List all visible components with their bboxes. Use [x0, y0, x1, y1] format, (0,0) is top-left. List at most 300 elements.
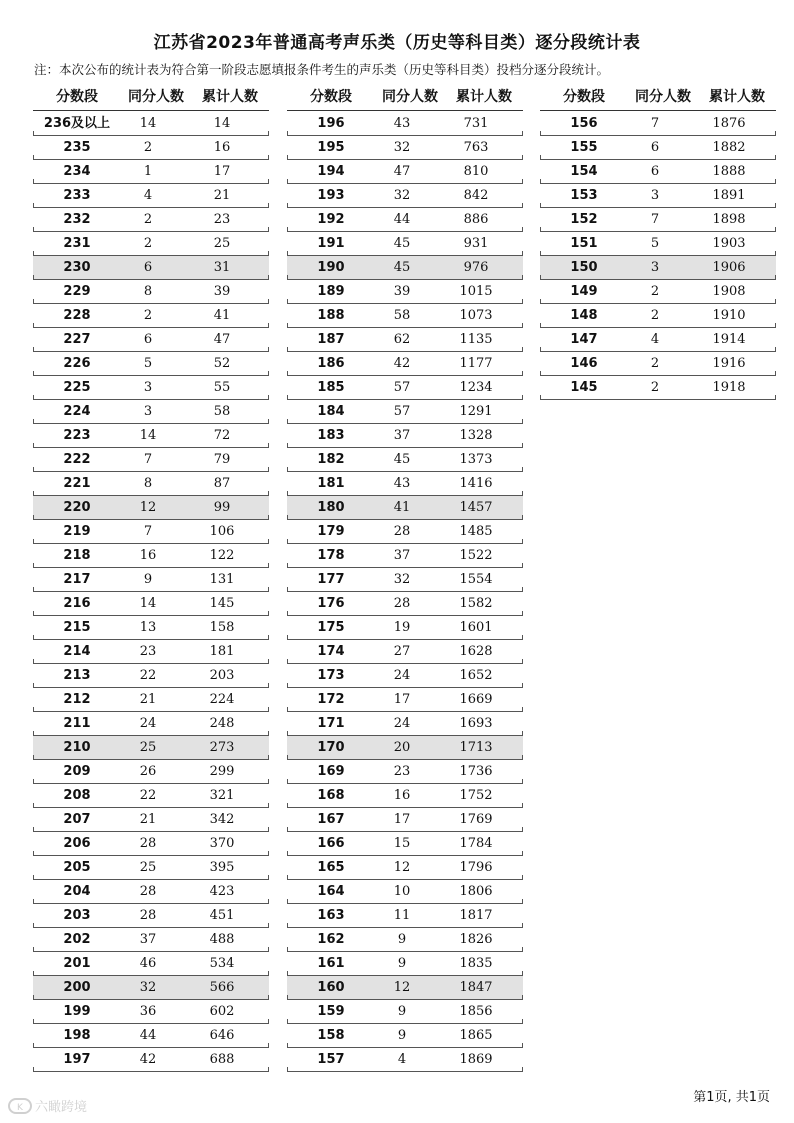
table-row: [33, 424, 269, 448]
cumulative-cell: 1554: [459, 572, 493, 587]
cumulative-cell: 1916: [712, 356, 746, 371]
same-count-cell: 22: [139, 668, 157, 683]
table-row: [287, 520, 523, 544]
table-row: [287, 616, 523, 640]
same-count-cell: 16: [139, 548, 157, 563]
score-cell: 147: [570, 332, 598, 347]
score-cell: 212: [63, 692, 91, 707]
same-count-cell: 2: [650, 380, 660, 395]
score-cell: 177: [317, 572, 345, 587]
header-score: 分数段: [310, 89, 352, 105]
same-count-cell: 6: [650, 164, 660, 179]
same-count-cell: 42: [139, 1052, 157, 1067]
cumulative-cell: 1856: [459, 1004, 493, 1019]
cumulative-cell: 1416: [459, 476, 493, 491]
same-count-cell: 44: [139, 1028, 157, 1043]
score-cell: 219: [63, 524, 91, 539]
score-cell: 165: [317, 860, 345, 875]
score-cell: 171: [317, 716, 345, 731]
cumulative-cell: 842: [463, 188, 489, 203]
same-count-cell: 28: [393, 596, 411, 611]
table-row: [33, 784, 269, 808]
table-row: [287, 1024, 523, 1048]
table-row: [287, 496, 523, 520]
cumulative-cell: 1806: [459, 884, 493, 899]
cumulative-cell: 299: [209, 764, 235, 779]
cumulative-cell: 1015: [459, 284, 493, 299]
cumulative-cell: 158: [209, 620, 235, 635]
score-cell: 204: [63, 884, 91, 899]
score-cell: 191: [317, 236, 345, 251]
cumulative-cell: 886: [463, 212, 489, 227]
table-row: [33, 448, 269, 472]
score-cell: 180: [317, 500, 345, 515]
score-cell: 197: [63, 1052, 91, 1067]
page-title: 江苏省2023年普通高考声乐类（历史等科目类）逐分段统计表: [153, 33, 641, 53]
table-row: [33, 496, 269, 520]
score-cell: 201: [63, 956, 91, 971]
cumulative-cell: 1908: [712, 284, 746, 299]
score-cell: 190: [317, 260, 345, 275]
same-count-cell: 43: [393, 476, 411, 491]
table-row: [287, 568, 523, 592]
cumulative-cell: 1847: [459, 980, 493, 995]
score-cell: 152: [570, 212, 598, 227]
score-cell: 166: [317, 836, 345, 851]
table-row: [287, 832, 523, 856]
score-cell: 161: [317, 956, 345, 971]
score-cell: 156: [570, 116, 598, 131]
cumulative-cell: 931: [463, 236, 489, 251]
score-cell: 168: [317, 788, 345, 803]
cumulative-cell: 646: [209, 1028, 235, 1043]
table-row: [287, 472, 523, 496]
cumulative-cell: 31: [213, 260, 231, 275]
cumulative-cell: 976: [463, 260, 489, 275]
table-row: [33, 904, 269, 928]
table-row: [33, 1048, 269, 1072]
same-count-cell: 32: [393, 572, 411, 587]
table-row: [33, 136, 269, 160]
score-cell: 210: [63, 740, 91, 755]
table-row: [33, 352, 269, 376]
score-cell: 153: [570, 188, 598, 203]
score-cell: 185: [317, 380, 345, 395]
score-cell: 181: [317, 476, 345, 491]
score-cell: 173: [317, 668, 345, 683]
cumulative-cell: 1826: [459, 932, 493, 947]
same-count-cell: 42: [393, 356, 411, 371]
same-count-cell: 4: [650, 332, 660, 347]
score-cell: 228: [63, 308, 91, 323]
table-row: [33, 712, 269, 736]
table-row: [33, 952, 269, 976]
same-count-cell: 46: [139, 956, 157, 971]
table-row: [540, 184, 776, 208]
score-cell: 227: [63, 332, 91, 347]
same-count-cell: 9: [397, 1028, 407, 1043]
same-count-cell: 24: [393, 716, 411, 731]
score-cell: 157: [317, 1052, 345, 1067]
same-count-cell: 19: [393, 620, 411, 635]
same-count-cell: 44: [393, 212, 411, 227]
score-cell: 149: [570, 284, 598, 299]
score-cell: 215: [63, 620, 91, 635]
score-cell: 208: [63, 788, 91, 803]
same-count-cell: 2: [143, 236, 153, 251]
table-row: [287, 376, 523, 400]
same-count-cell: 12: [139, 500, 157, 515]
same-count-cell: 57: [393, 380, 411, 395]
cumulative-cell: 1693: [459, 716, 493, 731]
same-count-cell: 28: [393, 524, 411, 539]
header-cumulative: 累计人数: [709, 89, 765, 105]
score-cell: 221: [63, 476, 91, 491]
table-row: [287, 976, 523, 1000]
score-cell: 213: [63, 668, 91, 683]
table-row: [33, 640, 269, 664]
cumulative-cell: 224: [209, 692, 235, 707]
table-row: [33, 304, 269, 328]
cumulative-cell: 534: [209, 956, 235, 971]
score-cell: 170: [317, 740, 345, 755]
cumulative-cell: 1769: [459, 812, 493, 827]
table-row: [33, 520, 269, 544]
cumulative-cell: 1135: [459, 332, 493, 347]
cumulative-cell: 1628: [459, 644, 493, 659]
same-count-cell: 32: [139, 980, 157, 995]
score-cell: 196: [317, 116, 345, 131]
header-same-count: 同分人数: [128, 89, 184, 105]
same-count-cell: 41: [393, 500, 411, 515]
same-count-cell: 32: [393, 140, 411, 155]
same-count-cell: 9: [397, 956, 407, 971]
score-cell: 182: [317, 452, 345, 467]
table-row: [33, 664, 269, 688]
score-cell: 155: [570, 140, 598, 155]
cumulative-cell: 131: [209, 572, 235, 587]
score-cell: 176: [317, 596, 345, 611]
score-cell: 231: [63, 236, 91, 251]
table-row: [33, 592, 269, 616]
table-row: [33, 472, 269, 496]
table-row: [33, 544, 269, 568]
table-row: [33, 832, 269, 856]
same-count-cell: 39: [393, 284, 411, 299]
table-row: [287, 328, 523, 352]
cumulative-cell: 106: [209, 524, 235, 539]
table-row: [33, 856, 269, 880]
cumulative-cell: 1485: [459, 524, 493, 539]
table-row: [287, 784, 523, 808]
cumulative-cell: 52: [213, 356, 231, 371]
cumulative-cell: 488: [209, 932, 235, 947]
table-row: [287, 760, 523, 784]
cumulative-cell: 1234: [459, 380, 493, 395]
same-count-cell: 20: [393, 740, 411, 755]
same-count-cell: 4: [143, 188, 153, 203]
cumulative-cell: 1869: [459, 1052, 493, 1067]
table-note: 注：本次公布的统计表为符合第一阶段志愿填报条件考生的声乐类（历史等科目类）投档分逐分段统计。: [34, 62, 610, 77]
score-cell: 158: [317, 1028, 345, 1043]
cumulative-cell: 1601: [459, 620, 493, 635]
same-count-cell: 37: [393, 548, 411, 563]
score-cell: 217: [63, 572, 91, 587]
score-cell: 184: [317, 404, 345, 419]
table-row: [287, 256, 523, 280]
header-cumulative: 累计人数: [202, 89, 258, 105]
same-count-cell: 2: [143, 140, 153, 155]
cumulative-cell: 1373: [459, 452, 493, 467]
table-row: [287, 112, 523, 136]
header-score: 分数段: [56, 89, 98, 105]
same-count-cell: 23: [393, 764, 411, 779]
cumulative-cell: 1328: [459, 428, 493, 443]
table-row: [287, 184, 523, 208]
cumulative-cell: 248: [209, 716, 235, 731]
score-cell: 222: [63, 452, 91, 467]
cumulative-cell: 1914: [712, 332, 746, 347]
cumulative-cell: 451: [209, 908, 235, 923]
cumulative-cell: 1891: [712, 188, 746, 203]
same-count-cell: 2: [650, 308, 660, 323]
same-count-cell: 15: [393, 836, 411, 851]
table-row: [540, 352, 776, 376]
cumulative-cell: 99: [213, 500, 231, 515]
table-row: [287, 544, 523, 568]
cumulative-cell: 423: [209, 884, 235, 899]
score-cell: 159: [317, 1004, 345, 1019]
cumulative-cell: 1736: [459, 764, 493, 779]
score-cell: 218: [63, 548, 91, 563]
same-count-cell: 9: [143, 572, 153, 587]
same-count-cell: 25: [139, 740, 157, 755]
table-row: [287, 664, 523, 688]
score-cell: 236及以上: [43, 116, 111, 131]
table-row: [287, 448, 523, 472]
score-cell: 163: [317, 908, 345, 923]
score-cell: 174: [317, 644, 345, 659]
score-cell: 178: [317, 548, 345, 563]
cumulative-cell: 79: [213, 452, 231, 467]
score-cell: 207: [63, 812, 91, 827]
table-row: [287, 688, 523, 712]
score-cell: 167: [317, 812, 345, 827]
same-count-cell: 22: [139, 788, 157, 803]
table-row: [540, 112, 776, 136]
same-count-cell: 8: [143, 284, 153, 299]
score-cell: 233: [63, 188, 91, 203]
table-row: [287, 712, 523, 736]
score-cell: 186: [317, 356, 345, 371]
table-column-3: [540, 85, 776, 400]
same-count-cell: 2: [650, 356, 660, 371]
cumulative-cell: 1073: [459, 308, 493, 323]
cumulative-cell: 810: [463, 164, 489, 179]
same-count-cell: 6: [143, 332, 153, 347]
same-count-cell: 9: [397, 932, 407, 947]
score-cell: 151: [570, 236, 598, 251]
table-row: [287, 1048, 523, 1072]
same-count-cell: 13: [139, 620, 157, 635]
score-cell: 154: [570, 164, 598, 179]
score-cell: 223: [63, 428, 91, 443]
table-row: [33, 568, 269, 592]
score-cell: 162: [317, 932, 345, 947]
same-count-cell: 45: [393, 260, 411, 275]
same-count-cell: 45: [393, 452, 411, 467]
same-count-cell: 7: [650, 116, 660, 131]
score-cell: 220: [63, 500, 91, 515]
cumulative-cell: 1903: [712, 236, 746, 251]
same-count-cell: 37: [139, 932, 157, 947]
cumulative-cell: 41: [213, 308, 231, 323]
table-row: [287, 904, 523, 928]
score-cell: 232: [63, 212, 91, 227]
cumulative-cell: 181: [209, 644, 235, 659]
table-row: [33, 400, 269, 424]
cumulative-cell: 1906: [712, 260, 746, 275]
cumulative-cell: 342: [209, 812, 235, 827]
score-cell: 146: [570, 356, 598, 371]
same-count-cell: 3: [143, 380, 153, 395]
cumulative-cell: 1582: [459, 596, 493, 611]
score-cell: 195: [317, 140, 345, 155]
cumulative-cell: 47: [213, 332, 231, 347]
cumulative-cell: 763: [463, 140, 489, 155]
table-row: [33, 376, 269, 400]
table-row: [33, 160, 269, 184]
same-count-cell: 24: [393, 668, 411, 683]
score-cell: 169: [317, 764, 345, 779]
same-count-cell: 2: [143, 212, 153, 227]
cumulative-cell: 145: [209, 596, 235, 611]
table-row: [287, 232, 523, 256]
same-count-cell: 14: [139, 596, 157, 611]
table-row: [540, 280, 776, 304]
same-count-cell: 3: [650, 188, 660, 203]
score-cell: 193: [317, 188, 345, 203]
cumulative-cell: 602: [209, 1004, 235, 1019]
score-cell: 234: [63, 164, 91, 179]
cumulative-cell: 321: [209, 788, 235, 803]
header-cumulative: 累计人数: [456, 89, 512, 105]
same-count-cell: 3: [143, 404, 153, 419]
same-count-cell: 17: [393, 692, 411, 707]
score-cell: 225: [63, 380, 91, 395]
table-row: [33, 760, 269, 784]
same-count-cell: 4: [397, 1052, 407, 1067]
table-header: [33, 85, 269, 111]
table-row: [33, 1024, 269, 1048]
same-count-cell: 25: [139, 860, 157, 875]
score-cell: 235: [63, 140, 91, 155]
same-count-cell: 6: [143, 260, 153, 275]
score-cell: 226: [63, 356, 91, 371]
table-row: [287, 280, 523, 304]
cumulative-cell: 1457: [459, 500, 493, 515]
watermark-logo-icon: K: [8, 1098, 32, 1114]
score-cell: 224: [63, 404, 91, 419]
cumulative-cell: 1817: [459, 908, 493, 923]
score-cell: 230: [63, 260, 91, 275]
cumulative-cell: 21: [213, 188, 231, 203]
page-footer: 第1页, 共1页: [693, 1090, 770, 1105]
score-cell: 229: [63, 284, 91, 299]
cumulative-cell: 203: [209, 668, 235, 683]
same-count-cell: 6: [650, 140, 660, 155]
table-header: [287, 85, 523, 111]
score-cell: 206: [63, 836, 91, 851]
same-count-cell: 27: [393, 644, 411, 659]
score-cell: 160: [317, 980, 345, 995]
cumulative-cell: 273: [209, 740, 235, 755]
same-count-cell: 10: [393, 884, 411, 899]
same-count-cell: 2: [650, 284, 660, 299]
table-row: [287, 952, 523, 976]
table-row: [33, 280, 269, 304]
score-cell: 188: [317, 308, 345, 323]
table-header: [540, 85, 776, 111]
table-row: [287, 928, 523, 952]
table-row: [33, 112, 269, 136]
cumulative-cell: 14: [213, 116, 231, 131]
same-count-cell: 28: [139, 836, 157, 851]
score-cell: 172: [317, 692, 345, 707]
cumulative-cell: 731: [463, 116, 489, 131]
table-row: [33, 688, 269, 712]
cumulative-cell: 1713: [459, 740, 493, 755]
score-cell: 145: [570, 380, 598, 395]
score-cell: 192: [317, 212, 345, 227]
same-count-cell: 23: [139, 644, 157, 659]
same-count-cell: 11: [393, 908, 411, 923]
same-count-cell: 9: [397, 1004, 407, 1019]
table-row: [287, 304, 523, 328]
cumulative-cell: 87: [213, 476, 231, 491]
table-column-1: [33, 85, 269, 1072]
table-row: [287, 856, 523, 880]
score-cell: 216: [63, 596, 91, 611]
table-row: [287, 640, 523, 664]
cumulative-cell: 39: [213, 284, 231, 299]
cumulative-cell: 1752: [459, 788, 493, 803]
table-row: [540, 136, 776, 160]
table-row: [33, 256, 269, 280]
header-same-count: 同分人数: [382, 89, 438, 105]
table-row: [287, 400, 523, 424]
same-count-cell: 5: [650, 236, 660, 251]
header-same-count: 同分人数: [635, 89, 691, 105]
table-row: [287, 880, 523, 904]
watermark-text: 六瞰跨境: [35, 1100, 88, 1115]
cumulative-cell: 1291: [459, 404, 493, 419]
table-row: [287, 136, 523, 160]
score-cell: 198: [63, 1028, 91, 1043]
cumulative-cell: 1876: [712, 116, 746, 131]
same-count-cell: 57: [393, 404, 411, 419]
watermark: [8, 1096, 87, 1115]
table-row: [33, 736, 269, 760]
same-count-cell: 14: [139, 116, 157, 131]
same-count-cell: 62: [393, 332, 411, 347]
same-count-cell: 12: [393, 980, 411, 995]
cumulative-cell: 16: [213, 140, 231, 155]
cumulative-cell: 17: [213, 164, 231, 179]
same-count-cell: 58: [393, 308, 411, 323]
same-count-cell: 28: [139, 908, 157, 923]
table-row: [540, 256, 776, 280]
